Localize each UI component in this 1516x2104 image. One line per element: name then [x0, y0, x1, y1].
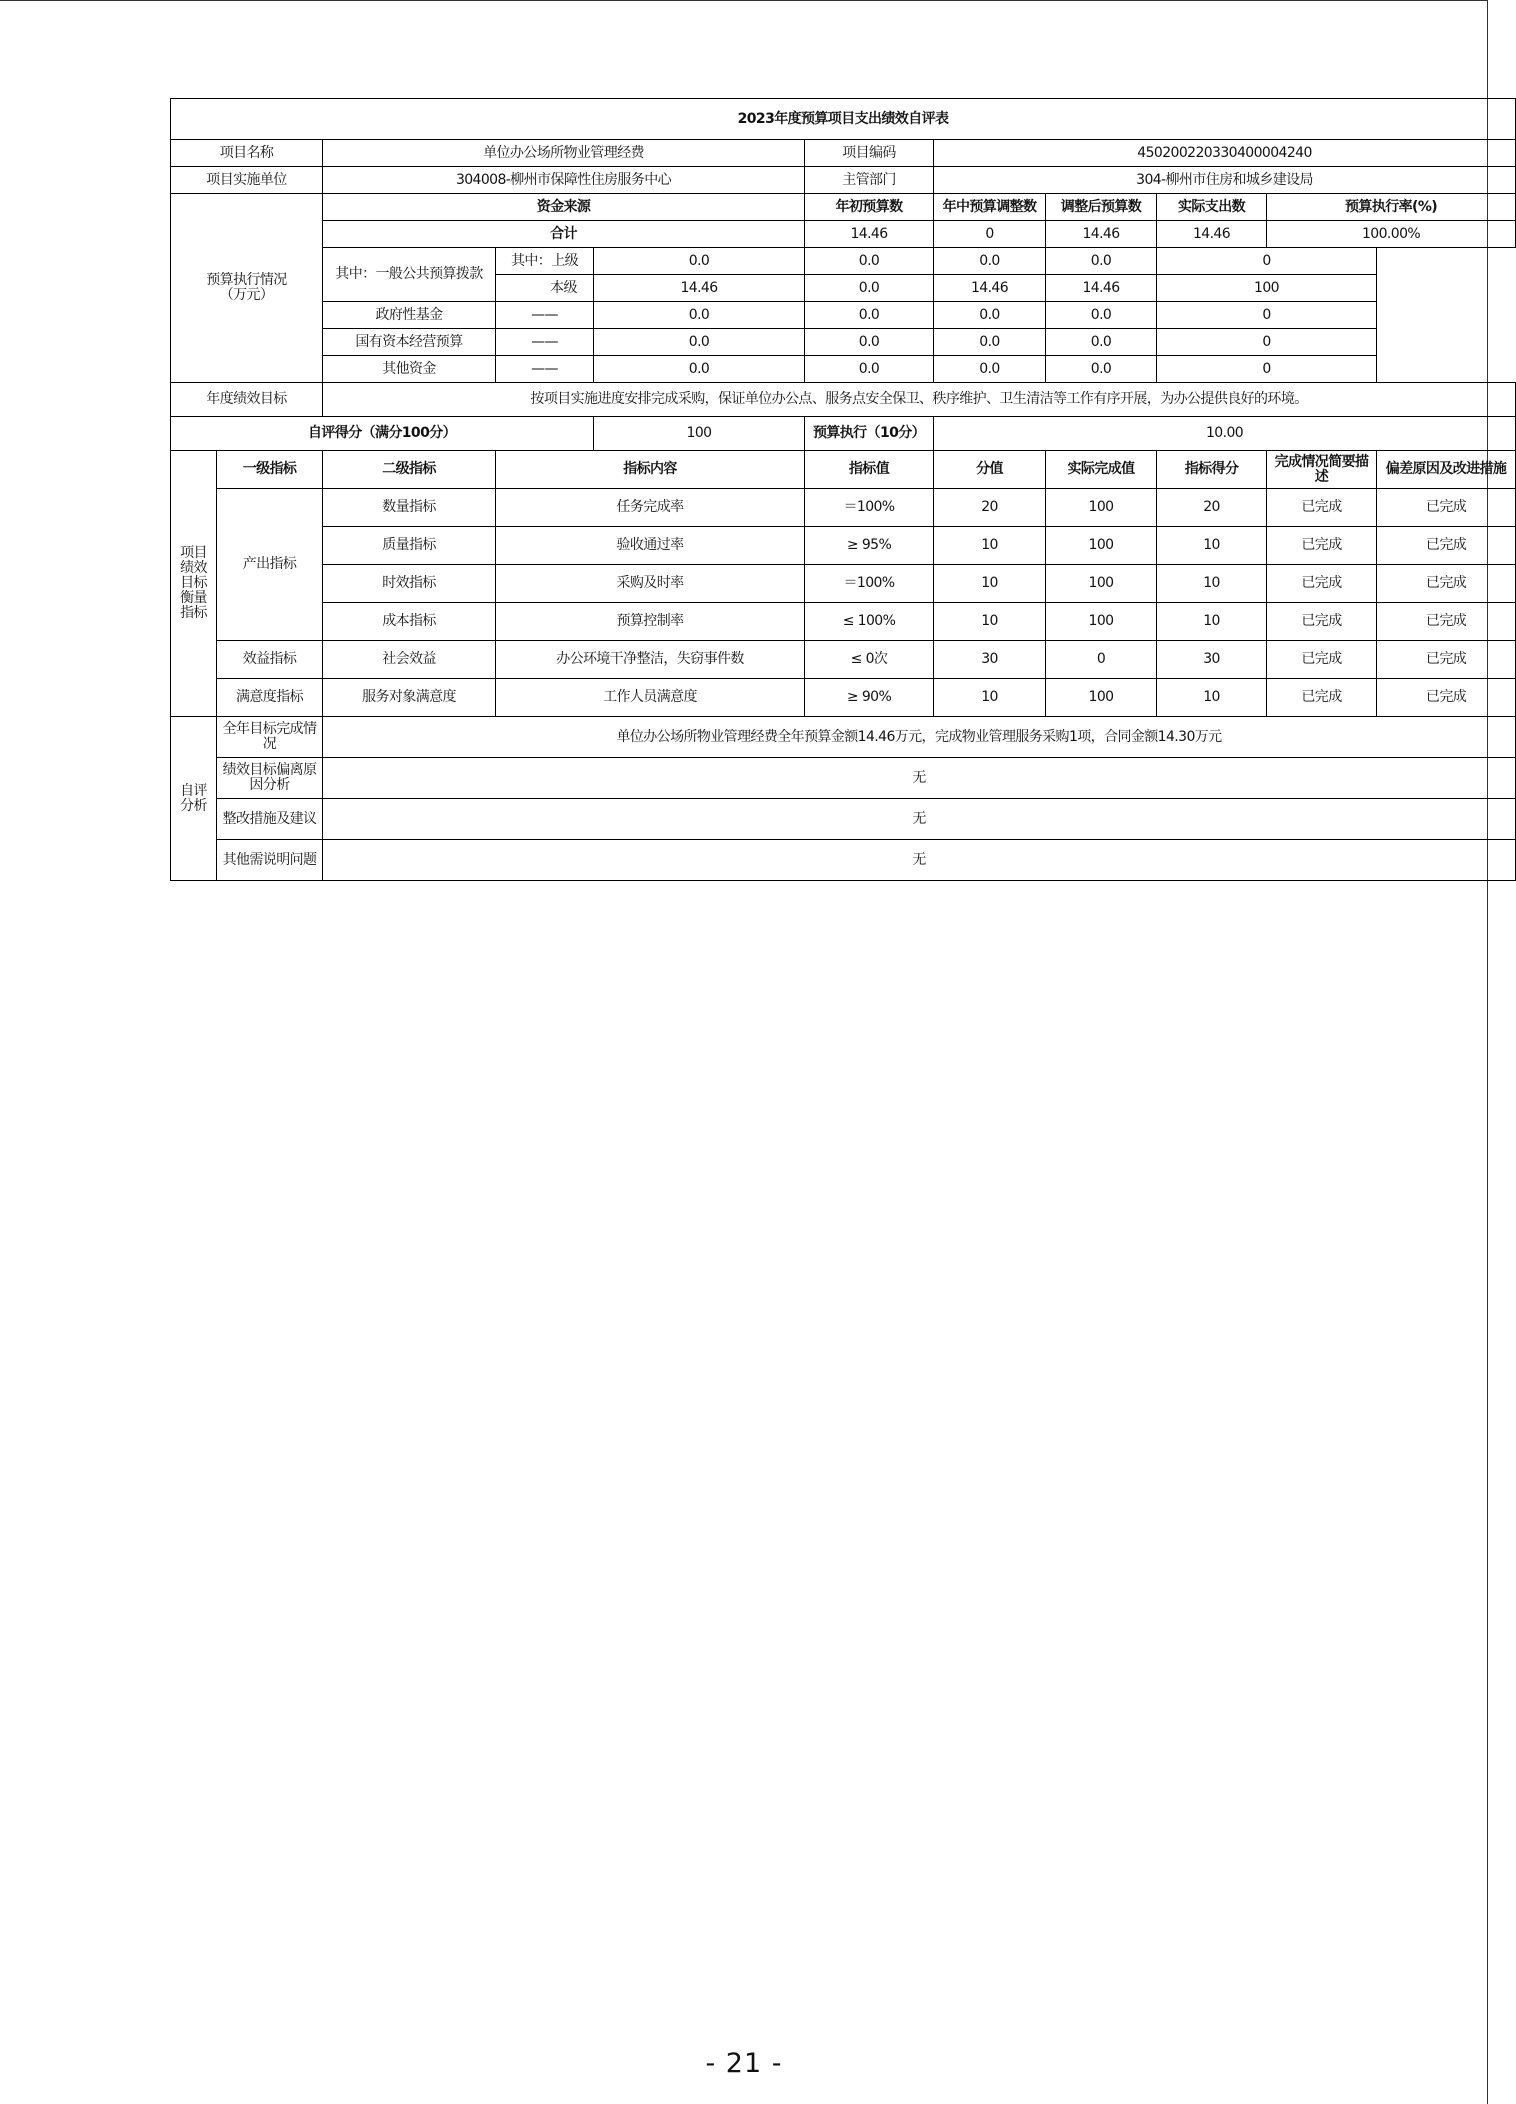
indicator-level2: 社会效益 — [323, 641, 496, 679]
indicator-content: 预算控制率 — [496, 603, 805, 641]
score-label: 自评得分（满分100分） — [171, 417, 594, 451]
budget-cell: 14.46 — [805, 221, 934, 248]
indicator-score: 10 — [1157, 679, 1267, 717]
budget-cell: 0.0 — [1046, 302, 1157, 329]
budget-cell: 0.0 — [805, 356, 934, 383]
budget-local-label: 本级 — [496, 275, 594, 302]
col-content: 指标内容 — [496, 451, 805, 489]
indicator-row — [171, 565, 1516, 603]
budget-cell: 14.46 — [1157, 221, 1267, 248]
budget-cell: 14.46 — [594, 275, 805, 302]
indicator-row — [171, 527, 1516, 565]
indicator-desc: 已完成 — [1267, 489, 1377, 527]
project-code-value: 450200220330400004240 — [934, 140, 1516, 167]
indicator-actual: 100 — [1046, 565, 1157, 603]
indicator-row — [171, 489, 1516, 527]
analysis-text: 无 — [323, 840, 1516, 881]
exec-label: 预算执行（10分） — [805, 417, 934, 451]
form-title: 2023年度预算项目支出绩效自评表 — [171, 99, 1516, 140]
col-score: 指标得分 — [1157, 451, 1267, 489]
indicator-content: 验收通过率 — [496, 527, 805, 565]
indicator-weight: 20 — [934, 489, 1046, 527]
budget-row-gov-fund — [171, 302, 1516, 329]
analysis-label-line: 全年目标完成情 — [222, 721, 317, 737]
indicator-weight: 30 — [934, 641, 1046, 679]
indicator-reason: 已完成 — [1377, 565, 1516, 603]
indicator-level2: 数量指标 — [323, 489, 496, 527]
budget-cell: 0.0 — [594, 329, 805, 356]
col-actual-value: 实际完成值 — [1046, 451, 1157, 489]
budget-cell: 0.0 — [1046, 329, 1157, 356]
budget-cell: 0 — [1157, 248, 1377, 275]
col-actual: 实际支出数 — [1157, 194, 1267, 221]
col-adjusted: 调整后预算数 — [1046, 194, 1157, 221]
col-source: 资金来源 — [323, 194, 805, 221]
col-weight: 分值 — [934, 451, 1046, 489]
col-level2: 二级指标 — [323, 451, 496, 489]
indicator-reason: 已完成 — [1377, 679, 1516, 717]
indicator-header-row — [171, 451, 1516, 489]
impl-unit-label: 项目实施单位 — [171, 167, 323, 194]
indicator-row — [171, 641, 1516, 679]
budget-cell: 0.0 — [934, 302, 1046, 329]
budget-cell: 0 — [934, 221, 1046, 248]
budget-cell: 0.0 — [1046, 356, 1157, 383]
budget-state-capital-label: 国有资本经营预算 — [323, 329, 496, 356]
budget-cell: 0.0 — [594, 356, 805, 383]
indicator-actual: 100 — [1046, 527, 1157, 565]
budget-cell: 100.00% — [1267, 221, 1516, 248]
analysis-row — [171, 758, 1516, 799]
budget-cell: 0.0 — [805, 275, 934, 302]
project-name-row — [171, 140, 1516, 167]
analysis-row — [171, 840, 1516, 881]
indicator-row — [171, 679, 1516, 717]
col-reason: 偏差原因及改进措施 — [1377, 451, 1516, 489]
page-number: - 21 - — [705, 2048, 783, 2079]
budget-header-row — [171, 194, 1516, 221]
budget-cell: 0.0 — [1046, 248, 1157, 275]
goal-text: 按项目实施进度安排完成采购，保证单位办公点、服务点安全保卫、秩序维护、卫生清洁等工作有序开展，为办公提供良好的环境。 — [323, 383, 1516, 417]
goal-label: 年度绩效目标 — [171, 383, 323, 417]
analysis-label — [217, 840, 323, 881]
indicator-label-line: 衡量 — [180, 590, 207, 606]
budget-cell: 14.46 — [1046, 221, 1157, 248]
evaluation-table — [170, 98, 1516, 881]
indicator-score: 10 — [1157, 565, 1267, 603]
indicator-section-label — [171, 451, 217, 717]
indicator-label-line: 绩效 — [180, 560, 207, 576]
project-name-label: 项目名称 — [171, 140, 323, 167]
budget-cell: 14.46 — [934, 275, 1046, 302]
budget-cell: 100 — [1157, 275, 1377, 302]
analysis-text: 无 — [323, 799, 1516, 840]
budget-cell: 0.0 — [805, 329, 934, 356]
indicator-desc: 已完成 — [1267, 565, 1377, 603]
indicator-actual: 100 — [1046, 603, 1157, 641]
col-rate: 预算执行率(%) — [1267, 194, 1516, 221]
indicator-weight: 10 — [934, 679, 1046, 717]
group-satisfaction: 满意度指标 — [217, 679, 323, 717]
indicator-content: 工作人员满意度 — [496, 679, 805, 717]
analysis-label-line: 绩效目标偏离原 — [222, 762, 317, 778]
indicator-desc: 已完成 — [1267, 641, 1377, 679]
analysis-text: 无 — [323, 758, 1516, 799]
analysis-label-line: 况 — [262, 736, 277, 752]
indicator-reason: 已完成 — [1377, 641, 1516, 679]
indicator-score: 10 — [1157, 603, 1267, 641]
indicator-score: 30 — [1157, 641, 1267, 679]
project-name-value: 单位办公场所物业管理经费 — [323, 140, 805, 167]
exec-value: 10.00 — [934, 417, 1516, 451]
budget-cell: 0.0 — [805, 248, 934, 275]
col-desc: 完成情况简要描述 — [1267, 451, 1377, 489]
indicator-level2: 质量指标 — [323, 527, 496, 565]
group-output: 产出指标 — [217, 489, 323, 641]
indicator-content: 任务完成率 — [496, 489, 805, 527]
analysis-label-line: 其他需说明问题 — [222, 851, 317, 868]
analysis-label-line: 分析 — [180, 797, 207, 814]
budget-gov-fund-label: 政府性基金 — [323, 302, 496, 329]
indicator-row — [171, 603, 1516, 641]
budget-row-total — [171, 221, 1516, 248]
indicator-level2: 时效指标 — [323, 565, 496, 603]
indicator-score: 20 — [1157, 489, 1267, 527]
indicator-reason: 已完成 — [1377, 489, 1516, 527]
indicator-content: 采购及时率 — [496, 565, 805, 603]
budget-cell: 0 — [1157, 329, 1377, 356]
budget-cell: 0 — [1157, 356, 1377, 383]
analysis-row — [171, 717, 1516, 758]
goal-row — [171, 383, 1516, 417]
indicator-target: ＝100% — [805, 489, 934, 527]
budget-row-state-capital — [171, 329, 1516, 356]
project-code-label: 项目编码 — [805, 140, 934, 167]
score-row — [171, 417, 1516, 451]
indicator-weight: 10 — [934, 603, 1046, 641]
general-budget-label: 其中：一般公共预算拨款 — [323, 248, 496, 302]
analysis-text: 单位办公场所物业管理经费全年预算金额14.46万元，完成物业管理服务采购1项，合同金额14.30万元 — [323, 717, 1516, 758]
col-initial: 年初预算数 — [805, 194, 934, 221]
impl-unit-row — [171, 167, 1516, 194]
indicator-actual: 100 — [1046, 679, 1157, 717]
indicator-level2: 成本指标 — [323, 603, 496, 641]
indicator-weight: 10 — [934, 565, 1046, 603]
budget-dash: —— — [496, 329, 594, 356]
budget-dash: —— — [496, 356, 594, 383]
budget-label-line2: （万元） — [219, 287, 274, 303]
col-adjust: 年中预算调整数 — [934, 194, 1046, 221]
budget-cell: 14.46 — [1046, 275, 1157, 302]
budget-row-other — [171, 356, 1516, 383]
indicator-actual: 100 — [1046, 489, 1157, 527]
budget-cell: 0.0 — [934, 356, 1046, 383]
indicator-label-line: 目标 — [180, 575, 207, 591]
budget-label-line1: 预算执行情况 — [206, 272, 287, 288]
indicator-target: ≥ 90% — [805, 679, 934, 717]
budget-total-label: 合计 — [323, 221, 805, 248]
budget-cell: 0.0 — [594, 302, 805, 329]
budget-cell: 0.0 — [934, 248, 1046, 275]
indicator-target: ≤ 0次 — [805, 641, 934, 679]
indicator-reason: 已完成 — [1377, 527, 1516, 565]
indicator-target: ≤ 100% — [805, 603, 934, 641]
analysis-label — [217, 717, 323, 758]
indicator-label-line: 项目 — [180, 545, 207, 561]
budget-upper-label: 其中：上级 — [496, 248, 594, 275]
indicator-score: 10 — [1157, 527, 1267, 565]
budget-cell: 0 — [1157, 302, 1377, 329]
budget-row-upper — [171, 248, 1516, 275]
indicator-desc: 已完成 — [1267, 603, 1377, 641]
indicator-desc: 已完成 — [1267, 679, 1377, 717]
budget-dash: —— — [496, 302, 594, 329]
budget-cell: 0.0 — [805, 302, 934, 329]
analysis-label-line: 整改措施及建议 — [222, 810, 317, 827]
score-value: 100 — [594, 417, 805, 451]
col-target: 指标值 — [805, 451, 934, 489]
group-benefit: 效益指标 — [217, 641, 323, 679]
analysis-label — [217, 799, 323, 840]
analysis-section-label — [171, 717, 217, 881]
budget-section-label — [171, 194, 323, 383]
indicator-level2: 服务对象满意度 — [323, 679, 496, 717]
indicator-actual: 0 — [1046, 641, 1157, 679]
indicator-label-line: 指标 — [180, 605, 207, 621]
indicator-target: ＝100% — [805, 565, 934, 603]
budget-cell: 0.0 — [934, 329, 1046, 356]
budget-cell: 0.0 — [594, 248, 805, 275]
budget-other-label: 其他资金 — [323, 356, 496, 383]
analysis-row — [171, 799, 1516, 840]
impl-unit-value: 304008-柳州市保障性住房服务中心 — [323, 167, 805, 194]
indicator-content: 办公环境干净整洁，失窃事件数 — [496, 641, 805, 679]
analysis-label-line: 自评 — [180, 782, 207, 799]
indicator-desc: 已完成 — [1267, 527, 1377, 565]
analysis-label-line: 因分析 — [249, 777, 290, 793]
evaluation-form — [170, 98, 1507, 881]
indicator-target: ≥ 95% — [805, 527, 934, 565]
indicator-weight: 10 — [934, 527, 1046, 565]
analysis-label — [217, 758, 323, 799]
indicator-reason: 已完成 — [1377, 603, 1516, 641]
col-level1: 一级指标 — [217, 451, 323, 489]
dept-value: 304-柳州市住房和城乡建设局 — [934, 167, 1516, 194]
dept-label: 主管部门 — [805, 167, 934, 194]
